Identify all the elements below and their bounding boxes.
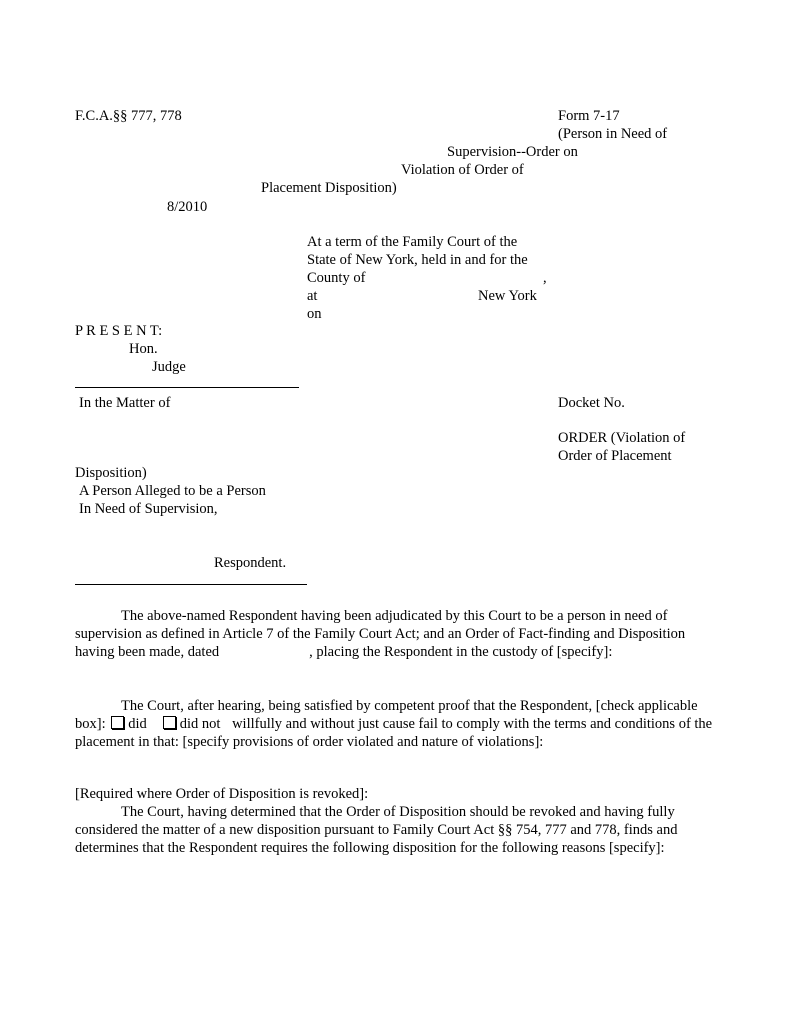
did-label: did [128,716,147,732]
form-number: Form 7-17 [558,108,620,124]
paragraph-revocation [75,803,720,857]
p1-text-a: The above-named Respondent having been adjudicated by this Court to be a person in need of supervision as defined in Article 7 of the Family Court Act; and an Order of Fact-finding and Disposition having been made, dated [75,608,686,660]
form-title-line-3: Violation of Order of [401,162,524,178]
paragraph-finding [75,697,720,751]
order-title-line-1: ORDER (Violation of [558,430,686,446]
form-title-line-2: Supervision--Order on [447,144,578,160]
p3-text: The Court, having determined that the Order of Disposition should be revoked and having fully considered the matter of a new disposition pursuant to Family Court Act §§ 754, 777 and 778, finds and determines that the Respondent requires the following disposition for the following reasons [specify]: [75,804,678,856]
did-not-checkbox[interactable] [163,716,176,729]
alleged-line-2: In Need of Supervision, [79,501,218,517]
p1-text-b: , placing the Respondent in the custody of [specify]: [309,644,613,660]
caption-bottom-rule [75,584,307,585]
present-hon: Hon. [129,341,158,357]
did-checkbox[interactable] [111,716,124,729]
docket-number-label: Docket No. [558,395,625,411]
p2-text-b: willfully and without just cause fail to comply with the terms and conditions of the placement in that: [specify provisions of order violated and nature of violations]: [75,716,713,750]
order-title-line-2: Order of Placement [558,448,672,464]
court-term-state: New York [478,288,537,304]
alleged-line-1: A Person Alleged to be a Person [79,483,266,499]
did-not-label: did not [179,716,221,732]
present-label: P R E S E N T: [75,323,163,339]
court-term-on: on [307,306,322,322]
court-term-line-2: State of New York, held in and for the [307,252,528,268]
caption-top-rule [75,387,299,388]
revision-date: 8/2010 [167,199,208,215]
form-title-line-4: Placement Disposition) [261,180,397,196]
p2-text-a: The Court, after hearing, being satisfied by competent proof that the Respondent, [check applicable box]: [75,698,698,732]
in-the-matter-of: In the Matter of [79,395,171,411]
paragraph-adjudication [75,607,720,661]
present-judge: Judge [152,359,186,375]
court-term-at: at [307,288,318,304]
revocation-heading: [Required where Order of Disposition is revoked]: [75,786,369,802]
court-term-line-1: At a term of the Family Court of the [307,234,518,250]
respondent-label: Respondent. [214,555,287,571]
court-term-county: County of [307,270,366,286]
form-title-line-1: (Person in Need of [558,126,668,142]
order-title-line-3: Disposition) [75,465,147,481]
court-term-comma: , [543,270,547,286]
statute-reference: F.C.A.§§ 777, 778 [75,108,182,124]
